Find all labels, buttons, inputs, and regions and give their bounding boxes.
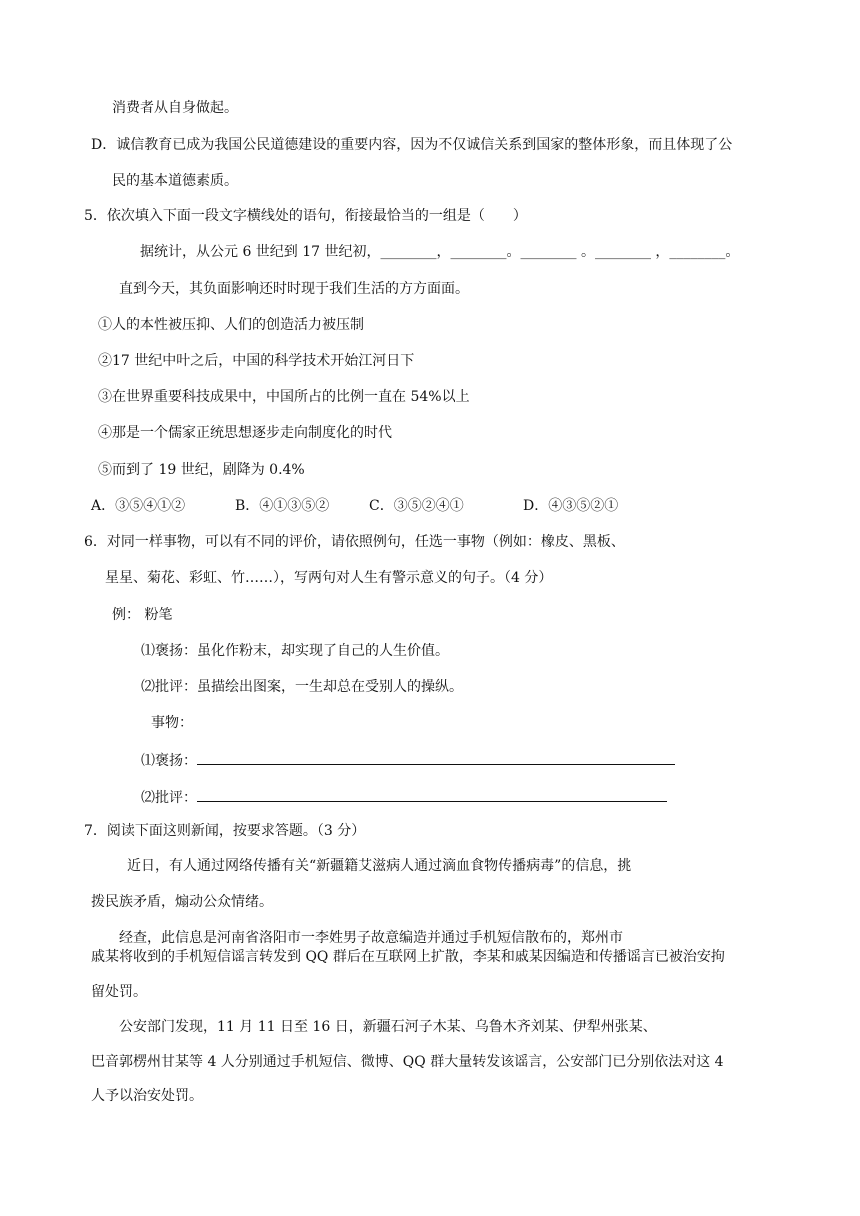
- q7-paragraph-3-line-1: 公安部门发现，11 月 11 日至 16 日，新疆石河子木某、乌鲁木齐刘某、伊犁州张某、: [119, 1019, 657, 1035]
- q6-criticism-blank-label: ⑵批评：: [141, 790, 197, 806]
- q5-passage-line-1: 据统计，从公元 6 世纪到 17 世纪初，________，________。________ 。________ ，________。: [140, 244, 740, 260]
- q5-choice-d[interactable]: D．④③⑤②①: [523, 498, 619, 514]
- q4-option-d-line-2: 民的基本道德素质。: [112, 173, 238, 189]
- q6-criticism-answer-line[interactable]: [197, 787, 667, 802]
- q6-thing-label: 事物：: [151, 715, 193, 731]
- q5-choice-c[interactable]: C．③⑤②④①: [369, 498, 464, 514]
- q5-stem: 5．依次填入下面一段文字横线处的语句，衔接最恰当的一组是（ ）: [84, 208, 527, 224]
- q5-choice-b[interactable]: B．④①③⑤②: [235, 498, 330, 514]
- q5-choice-a[interactable]: A．③⑤④①②: [91, 498, 186, 514]
- q5-passage-line-2: 直到今天，其负面影响还时时现于我们生活的方方面面。: [119, 281, 469, 297]
- q7-stem: 7．阅读下面这则新闻，按要求答题。（3 分）: [84, 823, 366, 839]
- q7-paragraph-1-line-2: 拨民族矛盾，煽动公众情绪。: [91, 894, 273, 910]
- q7-paragraph-3-line-2: 巴音郭楞州甘某等 4 人分别通过手机短信、微博、QQ 群大量转发该谣言，公安部门已分别依法对这 4: [91, 1054, 724, 1070]
- q6-example-label: 例： 粉笔: [112, 607, 173, 623]
- q5-item-1: ①人的本性被压抑、人们的创造活力被压制: [98, 317, 364, 333]
- q5-item-5: ⑤而到了 19 世纪，剧降为 0.4%: [98, 462, 305, 478]
- q7-paragraph-1-line-1: 近日，有人通过网络传播有关“新疆籍艾滋病人通过滴血食物传播病毒”的信息，挑: [127, 858, 632, 874]
- q7-paragraph-2-line-2: 戚某将收到的手机短信谣言转发到 QQ 群后在互联网上扩散，李某和戚某因编造和传播谣言已被治安拘: [91, 949, 725, 965]
- q6-stem-line-2: 星星、菊花、彩虹、竹……），写两句对人生有警示意义的句子。（4 分）: [105, 570, 553, 586]
- q5-item-2: ②17 世纪中叶之后，中国的科学技术开始江河日下: [98, 353, 415, 369]
- q5-item-4: ④那是一个儒家正统思想逐步走向制度化的时代: [98, 425, 392, 441]
- q7-paragraph-2-line-1: 经查，此信息是河南省洛阳市一李姓男子故意编造并通过手机短信散布的，郑州市: [119, 930, 623, 946]
- q6-praise-answer-line[interactable]: [197, 750, 675, 765]
- q5-item-3: ③在世界重要科技成果中，中国所占的比例一直在 54%以上: [98, 389, 470, 405]
- q6-example-criticism: ⑵批评：虽描绘出图案，一生却总在受别人的操纵。: [141, 679, 463, 695]
- q7-paragraph-2-line-3: 留处罚。: [91, 984, 147, 1000]
- q7-paragraph-3-line-3: 人予以治安处罚。: [91, 1088, 203, 1104]
- q4-option-d-line-1: D．诚信教育已成为我国公民道德建设的重要内容，因为不仅诚信关系到国家的整体形象，而且体现了公: [91, 137, 733, 153]
- q6-praise-blank-label: ⑴褒扬：: [141, 753, 197, 769]
- q6-praise-answer-row: [141, 750, 675, 770]
- q6-example-praise: ⑴褒扬：虽化作粉末，却实现了自己的人生价值。: [141, 643, 449, 659]
- q6-criticism-answer-row: [141, 787, 667, 807]
- q4-tail: 消费者从自身做起。: [112, 100, 238, 116]
- q6-stem-line-1: 6．对同一样事物，可以有不同的评价，请依照例句，任选一事物（例如：橡皮、黑板、: [84, 534, 625, 550]
